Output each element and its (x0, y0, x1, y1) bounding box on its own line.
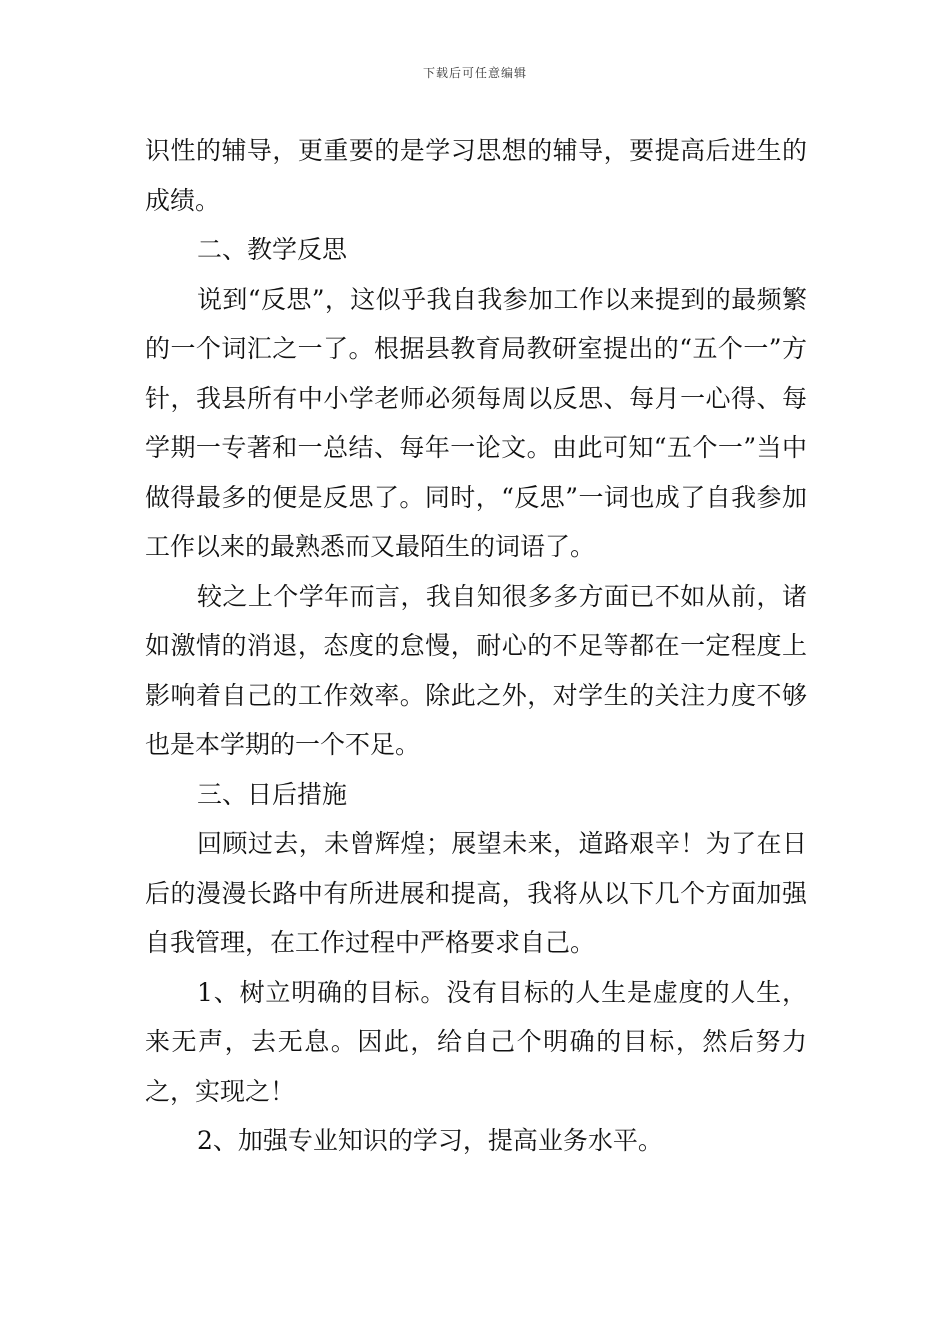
paragraph: 说到“反思”，这似乎我自我参加工作以来提到的最频繁的一个词汇之一了。根据县教育局教研室提出的“五个一”方针，我县所有中小学老师必须每周以反思、每月一心得、每学期一专著和一总结、每年一论文。由此可知“五个一”当中做得最多的便是反思了。同时，“反思”一词也成了自我参加工作以来的最熟悉而又最陌生的词语了。 (145, 284, 807, 561)
section-heading: 二、教学反思 (197, 235, 348, 264)
section-heading: 三、日后措施 (197, 779, 348, 809)
document-body (145, 126, 807, 1166)
list-item: 1、树立明确的目标。没有目标的人生是虚度的人生，来无声，去无息。因此，给自己个明确的目标，然后努力之，实现之！ (145, 977, 807, 1106)
paragraph: 回顾过去，未曾辉煌；展望未来，道路艰辛！为了在日后的漫漫长路中有所进展和提高，我将从以下几个方面加强自我管理，在工作过程中严格要求自己。 (145, 829, 807, 957)
paragraph: 较之上个学年而言，我自知很多多方面已不如从前，诸如激情的消退，态度的怠慢，耐心的不足等都在一定程度上影响着自己的工作效率。除此之外，对学生的关注力度不够也是本学期的一个不足。 (145, 581, 807, 759)
list-item: 2、加强专业知识的学习，提高业务水平。 (197, 1126, 663, 1155)
paragraph: 识性的辅导，更重要的是学习思想的辅导，要提高后进生的成绩。 (145, 136, 807, 215)
page-header: 下载后可任意编辑 (422, 66, 527, 80)
